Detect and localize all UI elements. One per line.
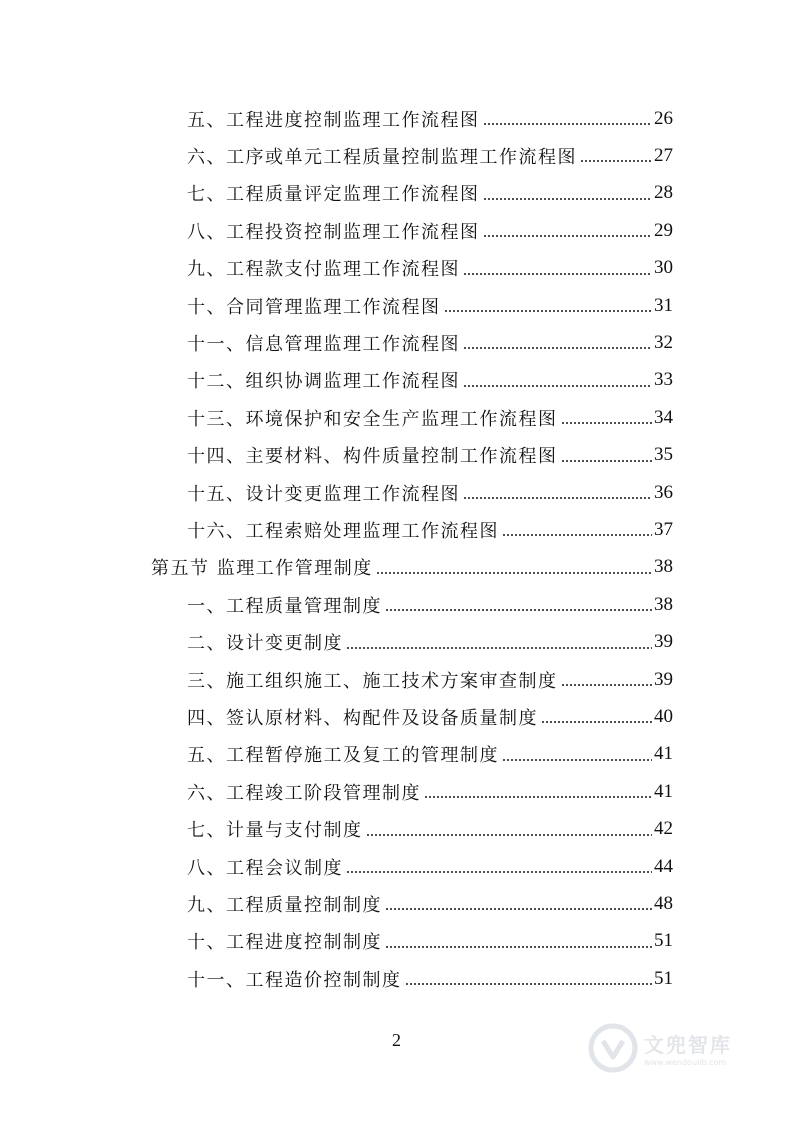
toc-entry-label: 十一、信息管理监理工作流程图 bbox=[187, 333, 460, 355]
page-number: 2 bbox=[392, 1030, 401, 1050]
toc-dot-leader bbox=[405, 983, 653, 985]
toc-dot-leader bbox=[483, 198, 653, 200]
toc-entry[interactable] bbox=[187, 773, 673, 810]
toc-entry-label: 五、工程暂停施工及复工的管理制度 bbox=[187, 745, 499, 767]
toc-entry-label: 十三、环境保护和安全生产监理工作流程图 bbox=[187, 408, 558, 430]
toc-page-number: 39 bbox=[654, 631, 673, 653]
toc-entry-label: 五、工程进度控制监理工作流程图 bbox=[187, 109, 480, 131]
watermark-url: www.wendoulib.com bbox=[644, 1058, 727, 1067]
toc-dot-leader bbox=[463, 273, 652, 275]
toc-dot-leader bbox=[580, 160, 652, 162]
toc-entry-label: 十、合同管理监理工作流程图 bbox=[187, 296, 441, 318]
toc-page-number: 41 bbox=[654, 780, 673, 802]
toc-page-number: 37 bbox=[654, 518, 673, 540]
toc-entry[interactable] bbox=[187, 736, 673, 773]
toc-entry[interactable] bbox=[187, 885, 673, 922]
watermark bbox=[588, 1018, 758, 1078]
toc-entry[interactable] bbox=[187, 661, 673, 698]
toc-dot-leader bbox=[376, 572, 652, 574]
toc-entry-label: 九、工程质量控制制度 bbox=[187, 894, 382, 916]
toc-entry-label: 七、工程质量评定监理工作流程图 bbox=[187, 184, 480, 206]
toc-dot-leader bbox=[463, 347, 652, 349]
toc-page-number: 36 bbox=[654, 481, 673, 503]
toc-page-number: 35 bbox=[654, 444, 673, 466]
toc-entry-label: 十二、组织协调监理工作流程图 bbox=[187, 371, 460, 393]
toc-dot-leader bbox=[561, 684, 653, 686]
toc-entry[interactable] bbox=[187, 586, 673, 623]
watermark-logo-icon bbox=[588, 1023, 638, 1073]
toc-dot-leader bbox=[561, 460, 653, 462]
toc-dot-leader bbox=[346, 871, 652, 873]
toc-page-number: 40 bbox=[654, 705, 673, 727]
toc-entry[interactable] bbox=[187, 474, 673, 511]
toc-dot-leader bbox=[385, 908, 652, 910]
toc-dot-leader bbox=[502, 534, 652, 536]
toc-entry-label: 十五、设计变更监理工作流程图 bbox=[187, 483, 460, 505]
toc-page-number: 51 bbox=[654, 930, 673, 952]
toc-entry[interactable] bbox=[187, 250, 673, 287]
toc-dot-leader bbox=[483, 123, 653, 125]
toc-dot-leader bbox=[444, 310, 653, 312]
toc-dot-leader bbox=[346, 647, 652, 649]
toc-dot-leader bbox=[502, 759, 652, 761]
toc-dot-leader bbox=[561, 422, 653, 424]
toc-dot-leader bbox=[463, 497, 652, 499]
toc-page-number: 51 bbox=[654, 967, 673, 989]
toc-page-number: 39 bbox=[654, 668, 673, 690]
toc-entry[interactable] bbox=[187, 212, 673, 249]
toc-entry[interactable] bbox=[187, 399, 673, 436]
toc-entry-label: 三、施工组织施工、施工技术方案审查制度 bbox=[187, 670, 558, 692]
toc-entry[interactable] bbox=[187, 698, 673, 735]
toc-page-number: 33 bbox=[654, 369, 673, 391]
toc-entry-label: 六、工程竣工阶段管理制度 bbox=[187, 782, 421, 804]
toc-entry[interactable] bbox=[187, 137, 673, 174]
toc-entry[interactable] bbox=[187, 848, 673, 885]
toc-page-number: 27 bbox=[654, 144, 673, 166]
toc-entry-label: 十六、工程索赔处理监理工作流程图 bbox=[187, 520, 499, 542]
toc-entry-label: 十四、主要材料、构件质量控制工作流程图 bbox=[187, 446, 558, 468]
toc-page-number: 31 bbox=[654, 294, 673, 316]
toc-entry-label: 第五节 监理工作管理制度 bbox=[151, 558, 373, 580]
toc-entry-label: 六、工序或单元工程质量控制监理工作流程图 bbox=[187, 146, 577, 168]
toc-dot-leader bbox=[541, 721, 652, 723]
toc-entry[interactable] bbox=[187, 511, 673, 548]
toc-page-number: 29 bbox=[654, 219, 673, 241]
toc-page-number: 26 bbox=[654, 107, 673, 129]
toc-entry-label: 一、工程质量管理制度 bbox=[187, 595, 382, 617]
toc-entry[interactable] bbox=[187, 175, 673, 212]
toc-page-number: 34 bbox=[654, 406, 673, 428]
toc-page-number: 44 bbox=[654, 855, 673, 877]
toc-page-number: 32 bbox=[654, 331, 673, 353]
toc-dot-leader bbox=[463, 385, 652, 387]
toc-page-number: 41 bbox=[654, 743, 673, 765]
toc-entry[interactable] bbox=[187, 923, 673, 960]
toc-dot-leader bbox=[385, 609, 652, 611]
toc-dot-leader bbox=[483, 235, 653, 237]
toc-entry-label: 八、工程会议制度 bbox=[187, 857, 343, 879]
toc-entry-label: 十、工程进度控制制度 bbox=[187, 932, 382, 954]
toc-entry[interactable] bbox=[187, 287, 673, 324]
toc-entry[interactable] bbox=[187, 324, 673, 361]
toc-entry-label: 八、工程投资控制监理工作流程图 bbox=[187, 221, 480, 243]
toc-entry[interactable] bbox=[187, 362, 673, 399]
toc-dot-leader bbox=[424, 796, 652, 798]
toc-entry[interactable] bbox=[187, 624, 673, 661]
toc-page-number: 28 bbox=[654, 182, 673, 204]
toc-entry-label: 七、计量与支付制度 bbox=[187, 820, 363, 842]
toc-entry-label: 九、工程款支付监理工作流程图 bbox=[187, 259, 460, 281]
toc-entry[interactable] bbox=[187, 437, 673, 474]
toc-entry[interactable] bbox=[187, 960, 673, 997]
toc-dot-leader bbox=[366, 834, 653, 836]
toc-dot-leader bbox=[385, 946, 652, 948]
toc-entry-label: 二、设计变更制度 bbox=[187, 633, 343, 655]
toc-page-number: 42 bbox=[654, 818, 673, 840]
watermark-name: 文兜智库 bbox=[644, 1033, 732, 1057]
toc-entry-label: 十一、工程造价控制制度 bbox=[187, 969, 402, 991]
toc-page-number: 48 bbox=[654, 892, 673, 914]
toc-section-entry[interactable] bbox=[151, 549, 673, 586]
toc-entry-label: 四、签认原材料、构配件及设备质量制度 bbox=[187, 707, 538, 729]
toc-page-number: 38 bbox=[654, 556, 673, 578]
toc-page-number: 38 bbox=[654, 593, 673, 615]
toc-page-number: 30 bbox=[654, 257, 673, 279]
toc-entry[interactable] bbox=[187, 811, 673, 848]
toc-entry[interactable] bbox=[187, 100, 673, 137]
